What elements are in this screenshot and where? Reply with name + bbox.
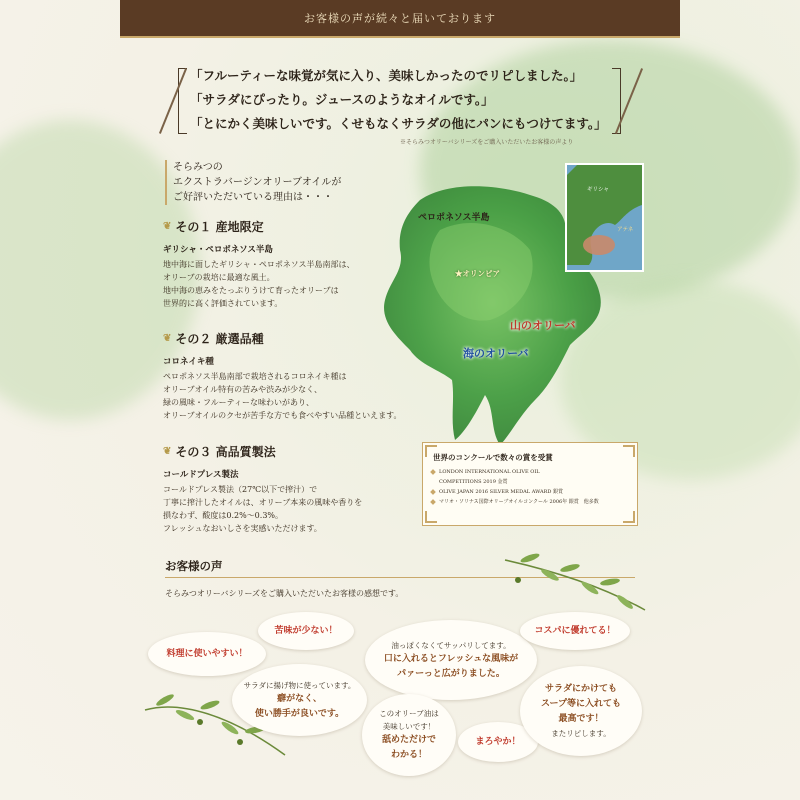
map-label-peninsula: ペロポネソス半島 [418, 213, 490, 223]
bubble-text: 料理に使いやすい！ [166, 648, 248, 659]
section-subtitle: コロネイキ種 [163, 357, 214, 367]
voices-description: そらみつオリーバシリーズをご購入いただいたお客様の感想です。 [165, 589, 404, 598]
bubble-text: 最高です！ [558, 714, 604, 724]
inset-label-athens: アテネ [617, 227, 634, 233]
corner-ornament [425, 511, 437, 523]
bubble-text: 苦味が少ない！ [274, 625, 338, 636]
bubble-text: サラダに揚げ物に使っています。 [243, 680, 356, 690]
quote-2: 「サラダにぴったり。ジュースのようなオイルです。」 [190, 92, 494, 107]
map-label-olympia: ★オリンピア [455, 269, 500, 278]
bubble-text: 舐めただけで [381, 735, 436, 745]
body-line: オリーブオイル特有の苦みや渋みが少なく、 [163, 385, 322, 394]
award-item: OLIVE JAPAN 2016 SILVER MEDAL AWARD 銀賞 [423, 487, 637, 497]
quote-1: 「フルーティーな味覚が気に入り、美味しかったのでリピしました。」 [190, 68, 583, 83]
body-line: ペロポネソス半島南部で栽培されるコロネイキ種は [163, 372, 347, 381]
award-title: 世界のコンクールで数々の賞を受賞 [433, 453, 553, 462]
bubble-text: 油っぽくなくてサッパリしてます。 [391, 640, 511, 650]
body-line: コールドプレス製法（27℃以下で搾汁）で [163, 485, 318, 494]
corner-ornament [425, 445, 437, 457]
page-header [120, 0, 680, 38]
voice-bubble [365, 620, 537, 700]
bubble-text: コスパに優れてる！ [534, 625, 616, 636]
body-line: 地中海の恵みをたっぷりうけて育ったオリーブは [163, 286, 339, 295]
olive-sprig-icon [500, 540, 650, 620]
bubble-text: パァーっと広がりました。 [397, 668, 505, 679]
voice-bubble [258, 612, 354, 650]
section-subtitle: ギリシャ・ペロポネソス半島 [163, 245, 273, 255]
body-line: 世界的に高く評価されています。 [163, 299, 283, 308]
bubble-text: 口に入れるとフレッシュな風味が [383, 653, 519, 664]
corner-ornament [623, 511, 635, 523]
body-line: オリーブの栽培に最適な風土。 [163, 273, 275, 282]
quote-note: ※そらみつオリーバシリーズをご購入いただいたお客様の声より [400, 139, 574, 146]
voice-bubble [520, 666, 642, 756]
voice-bubble [362, 694, 456, 776]
intro-line: エクストラバージンオリーブオイルが [173, 177, 342, 188]
section-title-text: その１ 産地限定 [175, 220, 264, 234]
leaf-icon: ❦ [163, 446, 172, 457]
quote-3: 「とにかく美味しいです。くせもなくサラダの他にパンにもつけてます。」 [190, 116, 607, 131]
bubble-text: 美味しいです！ [382, 722, 436, 731]
voices-title: お客様の声 [165, 559, 223, 573]
award-box [422, 442, 638, 526]
section-body [163, 483, 453, 535]
section-title-text: その３ 高品質製法 [175, 445, 276, 459]
reason-section-3 [163, 443, 453, 535]
body-line: 丁寧に搾汁したオイルは、オリーブ本来の風味や香りを [163, 498, 363, 507]
section-title-text: その２ 厳選品種 [175, 332, 264, 346]
leaf-icon: ❦ [163, 333, 172, 344]
body-line: 緑の風味・フルーティーな味わいがあり、 [163, 398, 315, 407]
map-label-mountain-oliva: 山のオリーバ [510, 319, 576, 332]
award-item: マリオ・ソリナス国際オリーブオイルコンクール 2006年 銀賞 他多数 [423, 497, 637, 507]
inset-label-greece: ギリシャ [587, 187, 609, 193]
bubble-text: サラダにかけても [545, 684, 617, 694]
award-item: LONDON INTERNATIONAL OLIVE OIL [423, 467, 637, 477]
customer-quotes [190, 64, 630, 136]
bubble-text: またリピします。 [551, 729, 611, 738]
greece-inset-map [565, 163, 644, 272]
bubble-text: このオリーブ油は [379, 709, 439, 718]
body-line: 地中海に面したギリシャ・ペロポネソス半島南部は、 [163, 260, 355, 269]
bubble-text: わかる！ [390, 750, 427, 760]
voice-bubble [232, 664, 367, 736]
bubble-text: スープ等に入れても [540, 699, 622, 709]
intro-line: ご好評いただいている理由は・・・ [173, 192, 333, 203]
voice-bubble [520, 612, 630, 650]
leaf-icon: ❦ [163, 221, 172, 232]
section-subtitle: コールドプレス製法 [163, 470, 239, 480]
map-label-sea-oliva: 海のオリーバ [463, 347, 529, 360]
award-item: COMPETITIONS 2019 金賞 [439, 479, 508, 485]
corner-ornament [623, 445, 635, 457]
voice-bubble [148, 632, 266, 676]
intro-text [165, 160, 383, 205]
bubble-text: 使い勝手が良いです。 [254, 708, 345, 719]
body-line: 損なわず、酸度は0.2%〜0.3%。 [163, 511, 284, 520]
bubble-text: まろやか！ [475, 736, 521, 747]
body-line: オリーブオイルのクセが苦手な方でも食べやすい品種といえます。 [163, 411, 402, 420]
award-list [423, 467, 637, 507]
body-line: フレッシュなおいしさを実感いただけます。 [163, 524, 322, 533]
inset-map-shape [567, 165, 642, 270]
intro-line: そらみつの [173, 162, 223, 173]
header-title: お客様の声が続々と届いております [304, 12, 496, 25]
bubble-text: 癖がなく、 [277, 693, 322, 704]
